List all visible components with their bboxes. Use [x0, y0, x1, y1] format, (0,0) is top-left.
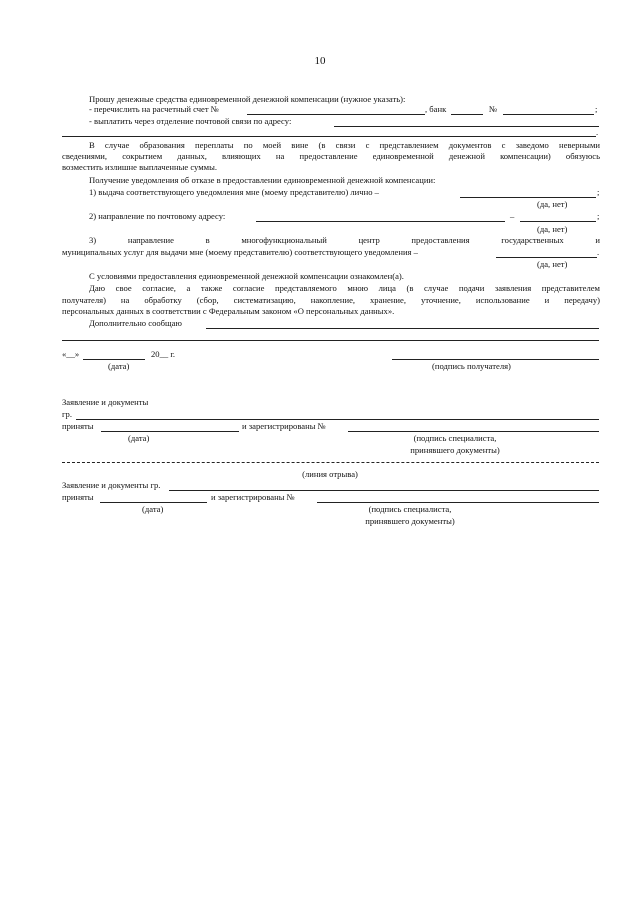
consent-line-3: персональных данных в соответствии с Федеральным законом «О персональных данных».	[62, 306, 395, 316]
acknowledge-text: С условиями предоставления единовременной денежной компенсации ознакомлен(а).	[89, 271, 404, 281]
additional-field-1[interactable]	[206, 328, 599, 329]
yes-no-hint-1: (да, нет)	[537, 199, 568, 209]
post-address-field[interactable]	[334, 126, 599, 127]
number-sign: №	[489, 104, 498, 114]
period: .	[596, 127, 599, 137]
registration-title: Заявление и документы	[62, 397, 149, 407]
date-year: 20__ г.	[151, 349, 176, 359]
page-number: 10	[314, 55, 326, 67]
bank-field[interactable]	[451, 114, 483, 115]
registration2-accepted: приняты	[62, 492, 94, 502]
registration2-registered: и зарегистрированы №	[211, 492, 295, 502]
refusal-item-1: 1) выдача соответствующего уведомления мне (моему представителю) лично –	[89, 187, 379, 197]
semicolon: ;	[597, 211, 600, 221]
overpayment-line-2: сведениями, сокрытием данных, влияющих на предоставление единовременной денежной компенсации) обязуюсь	[62, 151, 600, 161]
bank-number-field[interactable]	[503, 114, 594, 115]
registration2-number-field[interactable]	[317, 502, 599, 503]
bank-label: , банк	[425, 104, 447, 114]
additional-field-2[interactable]	[62, 340, 599, 341]
recipient-signature-field[interactable]	[392, 359, 599, 360]
specialist-signature-label-1: (подпись специалиста,	[413, 433, 497, 443]
specialist2-signature-label-1: (подпись специалиста,	[368, 504, 452, 514]
tear-line	[62, 462, 599, 463]
refusal-item-1-field[interactable]	[460, 197, 596, 198]
refusal-item-3-line-1: 3) направление в многофункциональный центр предоставления государственных и	[89, 235, 600, 245]
refusal-heading: Получение уведомления об отказе в предоставлении единовременной денежной компенсации:	[89, 175, 436, 185]
account-number-field[interactable]	[247, 114, 425, 115]
date-label: (дата)	[108, 361, 130, 371]
refusal-item-2: 2) направление по почтовому адресу:	[89, 211, 226, 221]
tear-line-label: (линия отрыва)	[302, 469, 358, 479]
date-open: «__»	[62, 349, 80, 359]
overpayment-line-1: В случае образования переплаты по моей вине (в связи с представлением документов с заведомо неверными	[89, 140, 600, 150]
yes-no-hint-2: (да, нет)	[537, 224, 568, 234]
post-address-field-2[interactable]	[62, 136, 596, 137]
registration-registered: и зарегистрированы №	[242, 421, 326, 431]
additional-label: Дополнительно сообщаю	[89, 318, 182, 328]
specialist-signature-label-2: принявшего документы)	[410, 445, 500, 455]
semicolon: ;	[595, 104, 598, 114]
registration-number-field[interactable]	[348, 431, 599, 432]
registration2-date-field[interactable]	[100, 502, 207, 503]
registration-gr: гр.	[62, 409, 72, 419]
refusal-item-2-field[interactable]	[520, 221, 596, 222]
period: .	[597, 247, 600, 257]
payment-heading: Прошу денежные средства единовременной денежной компенсации (нужное указать):	[89, 94, 406, 104]
dash: –	[510, 211, 515, 221]
yes-no-hint-3: (да, нет)	[537, 259, 568, 269]
registration2-date-label: (дата)	[142, 504, 164, 514]
refusal-address-field[interactable]	[256, 221, 505, 222]
date-month-field[interactable]	[83, 359, 145, 360]
recipient-signature-label: (подпись получателя)	[432, 361, 511, 371]
specialist2-signature-label-2: принявшего документы)	[365, 516, 455, 526]
registration-date-label: (дата)	[128, 433, 150, 443]
refusal-item-3-line-2: муниципальных услуг для выдачи мне (моему представителю) соответствующего уведомления –	[62, 247, 418, 257]
overpayment-line-3: возместить излишне выплаченные суммы.	[62, 162, 218, 172]
consent-line-2: получателя) на обработку (сбор, систематизацию, накопление, хранение, уточнение, использование и передачу)	[62, 295, 600, 305]
consent-line-1: Даю свое согласие, а также согласие представляемого мною лица (в случае подачи заявления представителем	[89, 283, 600, 293]
registration2-title: Заявление и документы гр.	[62, 480, 161, 490]
refusal-item-3-field[interactable]	[496, 257, 597, 258]
registration2-name-field[interactable]	[169, 490, 599, 491]
registration-name-field[interactable]	[76, 419, 599, 420]
registration-date-field[interactable]	[101, 431, 239, 432]
payment-option-post: - выплатить через отделение почтовой связи по адресу:	[89, 116, 292, 126]
registration-accepted: приняты	[62, 421, 94, 431]
semicolon: ;	[597, 187, 600, 197]
payment-option-account: - перечислить на расчетный счет №	[89, 104, 219, 114]
